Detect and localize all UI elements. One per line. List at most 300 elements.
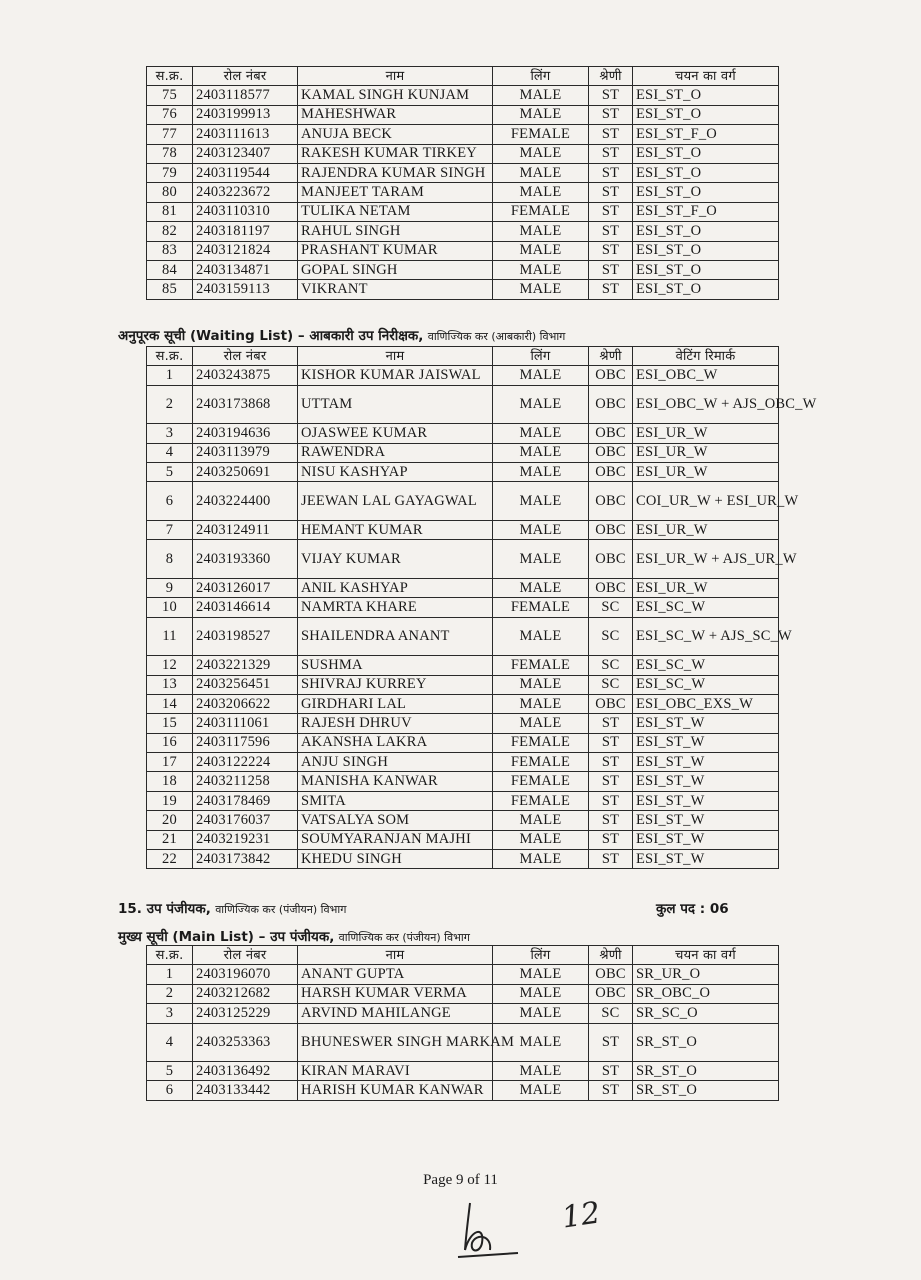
table-cell: JEEWAN LAL GAYAGWAL [298, 482, 493, 521]
column-header: लिंग [493, 946, 589, 965]
table-cell: 2403111613 [193, 125, 298, 144]
table-cell: 77 [147, 125, 193, 144]
table-cell: MALE [493, 222, 589, 241]
table-cell: KHEDU SINGH [298, 850, 493, 869]
table-cell: 10 [147, 598, 193, 617]
table-cell: 15 [147, 714, 193, 733]
table-cell: ESI_ST_W [633, 791, 779, 810]
table-cell: 6 [147, 482, 193, 521]
table-cell: NISU KASHYAP [298, 463, 493, 482]
table-cell: OBC [589, 443, 633, 462]
table-cell: ESI_ST_W [633, 830, 779, 849]
table-cell: 84 [147, 260, 193, 279]
table-cell: 6 [147, 1081, 193, 1100]
table-cell: 75 [147, 86, 193, 105]
table-cell: 2403256451 [193, 675, 298, 694]
table-cell: ESI_ST_O [633, 241, 779, 260]
table-row [147, 183, 779, 202]
table-cell: MALE [493, 714, 589, 733]
table-cell: KISHOR KUMAR JAISWAL [298, 366, 493, 385]
table-row [147, 280, 779, 299]
table-row [147, 463, 779, 482]
table-row [147, 656, 779, 675]
table-cell: 78 [147, 144, 193, 163]
table-cell: SHAILENDRA ANANT [298, 617, 493, 656]
table-cell: OBC [589, 366, 633, 385]
table-row [147, 598, 779, 617]
table-cell: ESI_UR_W [633, 463, 779, 482]
table-row [147, 540, 779, 579]
table-cell: 16 [147, 733, 193, 752]
table-cell: OBC [589, 482, 633, 521]
table-cell: MANJEET TARAM [298, 183, 493, 202]
table-cell: ST [589, 850, 633, 869]
table-cell: ST [589, 1081, 633, 1100]
table-cell: FEMALE [493, 772, 589, 791]
table-cell: OBC [589, 578, 633, 597]
column-header: स.क्र. [147, 67, 193, 86]
table-cell: 2403126017 [193, 578, 298, 597]
table-cell: GIRDHARI LAL [298, 694, 493, 713]
table-cell: 76 [147, 105, 193, 124]
main-list-title: मुख्य सूची (Main List) – उप पंजीयक, [118, 929, 335, 945]
table-cell: 2403111061 [193, 714, 298, 733]
table-cell: OBC [589, 540, 633, 579]
section-15-dept: वाणिज्यिक कर (पंजीयन) विभाग [215, 903, 347, 916]
table-cell: ESI_ST_W [633, 811, 779, 830]
table-cell: ESI_ST_O [633, 222, 779, 241]
table-cell: FEMALE [493, 753, 589, 772]
table-cell: BHUNESWER SINGH MARKAM [298, 1023, 493, 1062]
table-cell: ANIL KASHYAP [298, 578, 493, 597]
table-cell: OBC [589, 424, 633, 443]
table-row [147, 850, 779, 869]
table-cell: 2403243875 [193, 366, 298, 385]
table-cell: MALE [493, 443, 589, 462]
table-cell: ST [589, 144, 633, 163]
table-cell: 2403173868 [193, 385, 298, 424]
table-row [147, 125, 779, 144]
table-cell: 2403121824 [193, 241, 298, 260]
table-cell: ARVIND MAHILANGE [298, 1004, 493, 1023]
table-cell: 85 [147, 280, 193, 299]
table-cell: MALE [493, 260, 589, 279]
table-cell: MALE [493, 1081, 589, 1100]
table-cell: MALE [493, 280, 589, 299]
table-cell: 83 [147, 241, 193, 260]
table-cell: ESI_ST_O [633, 260, 779, 279]
table-cell: SC [589, 617, 633, 656]
table-cell: RAJENDRA KUMAR SINGH [298, 163, 493, 182]
table-cell: 2403146614 [193, 598, 298, 617]
initials-mark: 12 [559, 1195, 603, 1236]
table-cell: ST [589, 280, 633, 299]
table-cell: ESI_ST_F_O [633, 125, 779, 144]
column-header: रोल नंबर [193, 347, 298, 366]
table-cell: 2403194636 [193, 424, 298, 443]
table-cell: 2403223672 [193, 183, 298, 202]
table-cell: OBC [589, 984, 633, 1003]
table-row [147, 366, 779, 385]
table-cell: 2403117596 [193, 733, 298, 752]
table-cell: 2403253363 [193, 1023, 298, 1062]
table-cell: 11 [147, 617, 193, 656]
table-cell: FEMALE [493, 733, 589, 752]
table-cell: COI_UR_W + ESI_UR_W [633, 482, 779, 521]
table-cell: 2403176037 [193, 811, 298, 830]
table-cell: 2403134871 [193, 260, 298, 279]
table-cell: MALE [493, 540, 589, 579]
table-cell: ST [589, 811, 633, 830]
table-cell: 2403159113 [193, 280, 298, 299]
table-row [147, 714, 779, 733]
table-cell: RAWENDRA [298, 443, 493, 462]
table-row [147, 1062, 779, 1081]
table-cell: SHIVRAJ KURREY [298, 675, 493, 694]
table-cell: MALE [493, 1004, 589, 1023]
table-row [147, 753, 779, 772]
table-cell: SMITA [298, 791, 493, 810]
table-cell: ESI_ST_W [633, 753, 779, 772]
table-cell: MALE [493, 105, 589, 124]
waiting-list-caption [118, 326, 565, 344]
table-cell: MALE [493, 482, 589, 521]
table-cell: ST [589, 753, 633, 772]
table-row [147, 443, 779, 462]
table-row [147, 965, 779, 984]
table-cell: ESI_ST_W [633, 850, 779, 869]
table-cell: 2403181197 [193, 222, 298, 241]
table-cell: 2403250691 [193, 463, 298, 482]
table-cell: ST [589, 1023, 633, 1062]
table-cell: GOPAL SINGH [298, 260, 493, 279]
column-header: रोल नंबर [193, 946, 298, 965]
table-cell: FEMALE [493, 202, 589, 221]
table-cell: ESI_SC_W [633, 656, 779, 675]
table-cell: SC [589, 1004, 633, 1023]
table-cell: FEMALE [493, 125, 589, 144]
table-cell: ESI_UR_W [633, 520, 779, 539]
table-cell: ESI_UR_W [633, 424, 779, 443]
table-cell: ANJU SINGH [298, 753, 493, 772]
table-cell: 9 [147, 578, 193, 597]
table-cell: MAHESHWAR [298, 105, 493, 124]
table-cell: FEMALE [493, 598, 589, 617]
table-cell: MALE [493, 850, 589, 869]
table-cell: MALE [493, 241, 589, 260]
table-cell: 2403122224 [193, 753, 298, 772]
table-cell: 2403206622 [193, 694, 298, 713]
table-cell: ESI_OBC_EXS_W [633, 694, 779, 713]
column-header: श्रेणी [589, 67, 633, 86]
table-cell: KIRAN MARAVI [298, 1062, 493, 1081]
table-cell: VIKRANT [298, 280, 493, 299]
table-cell: ST [589, 772, 633, 791]
table-cell: 2403110310 [193, 202, 298, 221]
table-cell: ST [589, 163, 633, 182]
table-cell: ESI_ST_W [633, 733, 779, 752]
table-cell: 2403136492 [193, 1062, 298, 1081]
table-cell: KAMAL SINGH KUNJAM [298, 86, 493, 105]
table-row [147, 1081, 779, 1100]
table-cell: HARISH KUMAR KANWAR [298, 1081, 493, 1100]
table-cell: MALE [493, 1062, 589, 1081]
table-row [147, 222, 779, 241]
column-header: श्रेणी [589, 347, 633, 366]
table-cell: 82 [147, 222, 193, 241]
table-row [147, 241, 779, 260]
table-cell: PRASHANT KUMAR [298, 241, 493, 260]
table-cell: ESI_ST_O [633, 163, 779, 182]
table-cell: ESI_UR_W [633, 578, 779, 597]
column-header: नाम [298, 67, 493, 86]
table-cell: 2403125229 [193, 1004, 298, 1023]
table-row [147, 144, 779, 163]
column-header: चयन का वर्ग [633, 67, 779, 86]
table-row [147, 811, 779, 830]
table-row [147, 260, 779, 279]
column-header: श्रेणी [589, 946, 633, 965]
signature-mark [440, 1195, 530, 1265]
main-list-dept: वाणिज्यिक कर (पंजीयन) विभाग [338, 931, 470, 944]
table-cell: SR_ST_O [633, 1081, 779, 1100]
table-cell: MALE [493, 163, 589, 182]
table-cell: ESI_SC_W [633, 675, 779, 694]
table-cell: ESI_UR_W + AJS_UR_W [633, 540, 779, 579]
table-cell: VIJAY KUMAR [298, 540, 493, 579]
table-cell: ST [589, 86, 633, 105]
total-posts: कुल पद : 06 [656, 901, 729, 917]
table-cell: MALE [493, 183, 589, 202]
table-cell: 7 [147, 520, 193, 539]
table-cell: 2403119544 [193, 163, 298, 182]
table-row [147, 520, 779, 539]
table-cell: MALE [493, 1023, 589, 1062]
table-cell: SR_OBC_O [633, 984, 779, 1003]
table-cell: 2403221329 [193, 656, 298, 675]
table-cell: MALE [493, 463, 589, 482]
table-cell: ANUJA BECK [298, 125, 493, 144]
table-cell: 2403196070 [193, 965, 298, 984]
table-cell: MALE [493, 830, 589, 849]
table-cell: OBC [589, 694, 633, 713]
table-cell: MALE [493, 520, 589, 539]
table-cell: ST [589, 183, 633, 202]
page-number: Page 9 of 11 [423, 1172, 498, 1188]
table-row [147, 163, 779, 182]
table-cell: RAHUL SINGH [298, 222, 493, 241]
table-cell: 19 [147, 791, 193, 810]
table-cell: ESI_ST_O [633, 86, 779, 105]
table-cell: SR_UR_O [633, 965, 779, 984]
table-cell: ST [589, 733, 633, 752]
table-cell: 2403118577 [193, 86, 298, 105]
table-cell: ESI_ST_O [633, 280, 779, 299]
table-row [147, 86, 779, 105]
section-15-title: 15. उप पंजीयक, [118, 901, 211, 917]
table-cell: ANANT GUPTA [298, 965, 493, 984]
table-row [147, 105, 779, 124]
table-row [147, 1023, 779, 1062]
table-cell: ST [589, 714, 633, 733]
table-row [147, 424, 779, 443]
table-cell: 5 [147, 463, 193, 482]
table-cell: UTTAM [298, 385, 493, 424]
table-cell: OBC [589, 965, 633, 984]
table-cell: 17 [147, 753, 193, 772]
table-cell: ESI_SC_W + AJS_SC_W [633, 617, 779, 656]
waiting-list-title: अनुपूरक सूची (Waiting List) – आबकारी उप निरीक्षक, [118, 328, 424, 344]
table-cell: 2403198527 [193, 617, 298, 656]
table-cell: OJASWEE KUMAR [298, 424, 493, 443]
table-row [147, 694, 779, 713]
table-cell: SUSHMA [298, 656, 493, 675]
table-cell: ST [589, 222, 633, 241]
table-row [147, 482, 779, 521]
table-cell: 2403173842 [193, 850, 298, 869]
table-cell: ESI_ST_O [633, 105, 779, 124]
table-cell: ESI_ST_W [633, 714, 779, 733]
table-cell: ESI_ST_O [633, 183, 779, 202]
table-cell: HARSH KUMAR VERMA [298, 984, 493, 1003]
table-cell: ESI_UR_W [633, 443, 779, 462]
column-header: लिंग [493, 347, 589, 366]
table-row [147, 578, 779, 597]
table-cell: 2403133442 [193, 1081, 298, 1100]
table-cell: 2403124911 [193, 520, 298, 539]
main-list-table [146, 945, 779, 1101]
table-row [147, 617, 779, 656]
table-row [147, 202, 779, 221]
table-cell: MALE [493, 617, 589, 656]
table-cell: 5 [147, 1062, 193, 1081]
table-cell: VATSALYA SOM [298, 811, 493, 830]
table-cell: RAJESH DHRUV [298, 714, 493, 733]
table-cell: 2403193360 [193, 540, 298, 579]
table-header-row [147, 946, 779, 965]
table-cell: 2403211258 [193, 772, 298, 791]
column-header: स.क्र. [147, 347, 193, 366]
table-row [147, 733, 779, 752]
table-cell: 2403123407 [193, 144, 298, 163]
table-cell: MALE [493, 86, 589, 105]
table-cell: 20 [147, 811, 193, 830]
table-cell: 79 [147, 163, 193, 182]
table-row [147, 1004, 779, 1023]
table-row [147, 675, 779, 694]
column-header: चयन का वर्ग [633, 946, 779, 965]
table-cell: MALE [493, 424, 589, 443]
table-cell: TULIKA NETAM [298, 202, 493, 221]
table-cell: 3 [147, 1004, 193, 1023]
table-cell: 2403212682 [193, 984, 298, 1003]
table-cell: 81 [147, 202, 193, 221]
table-row [147, 772, 779, 791]
table-cell: ESI_SC_W [633, 598, 779, 617]
table-cell: NAMRTA KHARE [298, 598, 493, 617]
table-cell: MALE [493, 984, 589, 1003]
table-cell: ST [589, 260, 633, 279]
table-cell: SR_SC_O [633, 1004, 779, 1023]
table-cell: AKANSHA LAKRA [298, 733, 493, 752]
table-cell: 3 [147, 424, 193, 443]
table-cell: 1 [147, 366, 193, 385]
table-cell: 2403219231 [193, 830, 298, 849]
waiting-list-table [146, 346, 817, 869]
table-cell: MALE [493, 385, 589, 424]
table-cell: 2 [147, 385, 193, 424]
table-cell: OBC [589, 385, 633, 424]
column-header: वेटिंग रिमार्क [633, 347, 779, 366]
table-row [147, 791, 779, 810]
column-header: नाम [298, 347, 493, 366]
table-cell: 2403113979 [193, 443, 298, 462]
table-cell: ESI_ST_F_O [633, 202, 779, 221]
table-cell: FEMALE [493, 791, 589, 810]
table-cell: 14 [147, 694, 193, 713]
table-cell: 2403199913 [193, 105, 298, 124]
column-header: नाम [298, 946, 493, 965]
table-cell: MALE [493, 144, 589, 163]
column-header: स.क्र. [147, 946, 193, 965]
table-cell: OBC [589, 463, 633, 482]
table-cell: MALE [493, 694, 589, 713]
table-cell: 1 [147, 965, 193, 984]
table-cell: 2 [147, 984, 193, 1003]
table-cell: ESI_OBC_W [633, 366, 779, 385]
table-cell: ESI_ST_W [633, 772, 779, 791]
table-cell: ST [589, 1062, 633, 1081]
table-cell: 2403224400 [193, 482, 298, 521]
table-cell: MALE [493, 811, 589, 830]
table-cell: SOUMYARANJAN MAJHI [298, 830, 493, 849]
table-cell: MALE [493, 366, 589, 385]
waiting-list-dept: वाणिज्यिक कर (आबकारी) विभाग [427, 330, 566, 343]
table-cell: MANISHA KANWAR [298, 772, 493, 791]
table-cell: ST [589, 202, 633, 221]
section-15-heading [118, 899, 346, 917]
column-header: रोल नंबर [193, 67, 298, 86]
table-cell: FEMALE [493, 656, 589, 675]
table-cell: ST [589, 241, 633, 260]
table-row [147, 385, 779, 424]
table-header-row [147, 347, 779, 366]
table-cell: 21 [147, 830, 193, 849]
table-cell: OBC [589, 520, 633, 539]
main-list-caption [118, 927, 470, 945]
table-cell: 13 [147, 675, 193, 694]
table-cell: ST [589, 105, 633, 124]
table-cell: ST [589, 791, 633, 810]
main-list-table-continued [146, 66, 779, 300]
table-cell: HEMANT KUMAR [298, 520, 493, 539]
table-cell: 2403178469 [193, 791, 298, 810]
table-cell: SR_ST_O [633, 1023, 779, 1062]
table-cell: 80 [147, 183, 193, 202]
table-cell: RAKESH KUMAR TIRKEY [298, 144, 493, 163]
table-cell: 18 [147, 772, 193, 791]
table-cell: 8 [147, 540, 193, 579]
table-cell: SC [589, 656, 633, 675]
table-row [147, 830, 779, 849]
column-header: लिंग [493, 67, 589, 86]
table-cell: 12 [147, 656, 193, 675]
table-cell: ST [589, 125, 633, 144]
table-row [147, 984, 779, 1003]
table-cell: 4 [147, 443, 193, 462]
table-cell: MALE [493, 578, 589, 597]
table-cell: 22 [147, 850, 193, 869]
